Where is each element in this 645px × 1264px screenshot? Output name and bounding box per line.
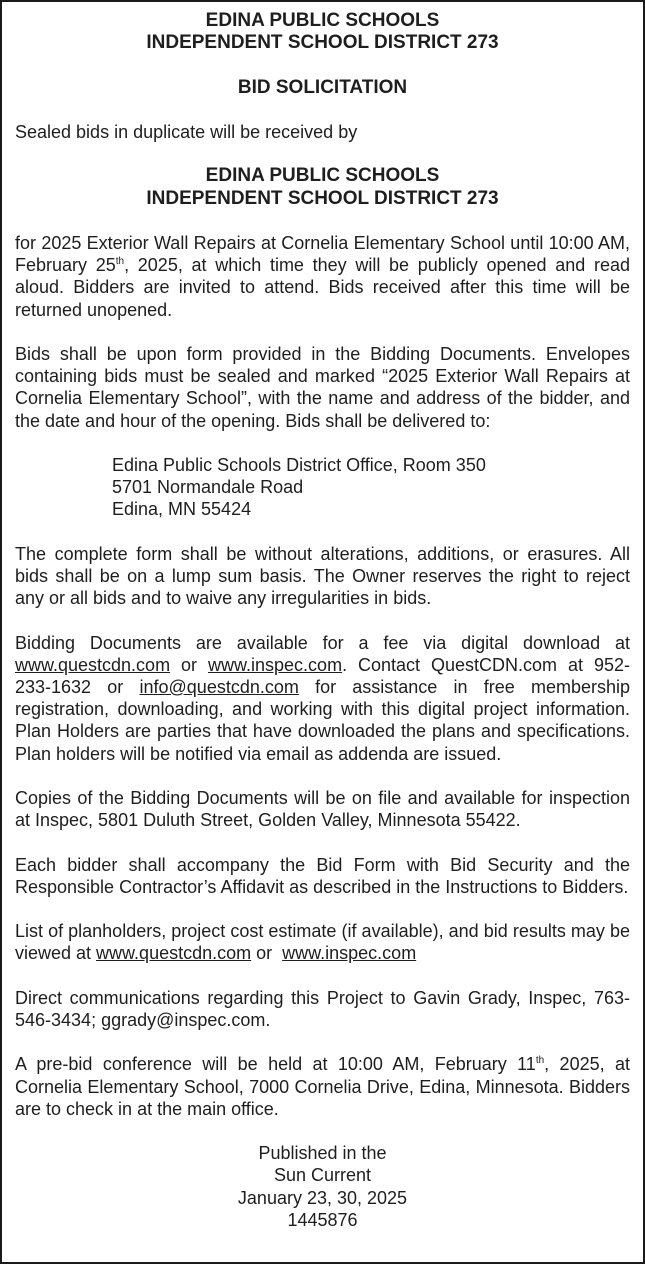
header [15, 10, 630, 54]
copies-paragraph: Copies of the Bidding Documents will be on file and available for inspection at Inspec, 5801 Duluth Street, Golden Valley, Minnesota 55422. [15, 787, 630, 831]
bid-deadline-paragraph [15, 232, 630, 321]
bidding-documents-paragraph [15, 632, 630, 765]
footer-line: Published in the [258, 1143, 387, 1164]
text: A pre-bid conference will be held at 10:00 AM, February 11 [15, 1054, 536, 1075]
intro-text: Sealed bids in duplicate will be received by [15, 121, 358, 142]
superscript: th [535, 1055, 545, 1067]
text: List of planholders, project cost estimate (if available), and bid results may be viewed at [15, 921, 630, 964]
email-link[interactable]: info@questcdn.com [139, 676, 299, 697]
text: or [170, 654, 209, 675]
contact-paragraph: Direct communications regarding this Project to Gavin Grady, Inspec, 763-546-3434; ggrady@inspec.com. [15, 987, 630, 1030]
form-requirements-paragraph: The complete form shall be without alterations, additions, or erasures. All bids shall be on a lump sum basis. The Owner reserves the right to reject any or all bids and to waive any irregularities in bids. [15, 543, 630, 609]
district-name: INDEPENDENT SCHOOL DISTRICT 273 [146, 32, 499, 54]
address-line: 5701 Normandale Road [112, 477, 304, 498]
owner-district: INDEPENDENT SCHOOL DISTRICT 273 [146, 187, 499, 209]
publication-name: Sun Current [273, 1165, 372, 1186]
superscript: th [115, 256, 125, 268]
text: for 2025 Exterior Wall Repairs at Cornelia Elementary School until 10:00 AM, February 25 [15, 232, 630, 276]
questcdn-link[interactable]: www.questcdn.com [15, 654, 171, 675]
publication-footer [15, 1142, 630, 1231]
bid-security-paragraph: Each bidder shall accompany the Bid Form with Bid Security and the Responsible Contractor’s Affidavit as described in the Instructions to Bidders. [15, 854, 630, 897]
owner-name: EDINA PUBLIC SCHOOLS [205, 165, 440, 187]
delivery-address [15, 454, 630, 521]
publication-dates: January 23, 30, 2025 [237, 1187, 408, 1208]
pre-bid-paragraph [15, 1053, 630, 1120]
notice-title: BID SOLICITATION [237, 76, 408, 98]
text: for assistance in free membership registration, downloading, and working with this digital project information. Plan Holders are parties that have downloaded the plans and specifications. Plan holders will be notified via email as addenda are issued. [15, 676, 631, 764]
address-line: Edina Public Schools District Office, Room 350 [112, 454, 486, 475]
text: or [251, 943, 283, 964]
text: Bidding Documents are available for a fee via digital download at [15, 632, 630, 653]
text: , 2025, at Cornelia Elementary School, 7000 Cornelia Drive, Edina, Minnesota. Bidders are to check in at the main office. [15, 1054, 631, 1119]
address-line: Edina, MN 55424 [112, 499, 252, 520]
inspec-link[interactable]: www.inspec.com [208, 654, 343, 675]
questcdn-link[interactable]: www.questcdn.com [96, 943, 252, 964]
inspec-link[interactable]: www.inspec.com [282, 943, 417, 964]
owner-block [15, 165, 630, 209]
bid-form-paragraph: Bids shall be upon form provided in the Bidding Documents. Envelopes containing bids must be sealed and marked “2025 Exterior Wall Repairs at Cornelia Elementary School”, with the name and address of the bidder, and the date and hour of the opening. Bids shall be delivered to: [15, 343, 630, 431]
text: , 2025, at which time they will be publicly opened and read aloud. Bidders are invited to attend. Bids received after this time will be returned unopened. [15, 255, 630, 320]
org-name: EDINA PUBLIC SCHOOLS [205, 10, 440, 31]
planholders-paragraph [15, 920, 630, 964]
notice-id: 1445876 [287, 1209, 358, 1230]
text: . Contact QuestCDN.com at 952-233-1632 or [15, 654, 630, 697]
